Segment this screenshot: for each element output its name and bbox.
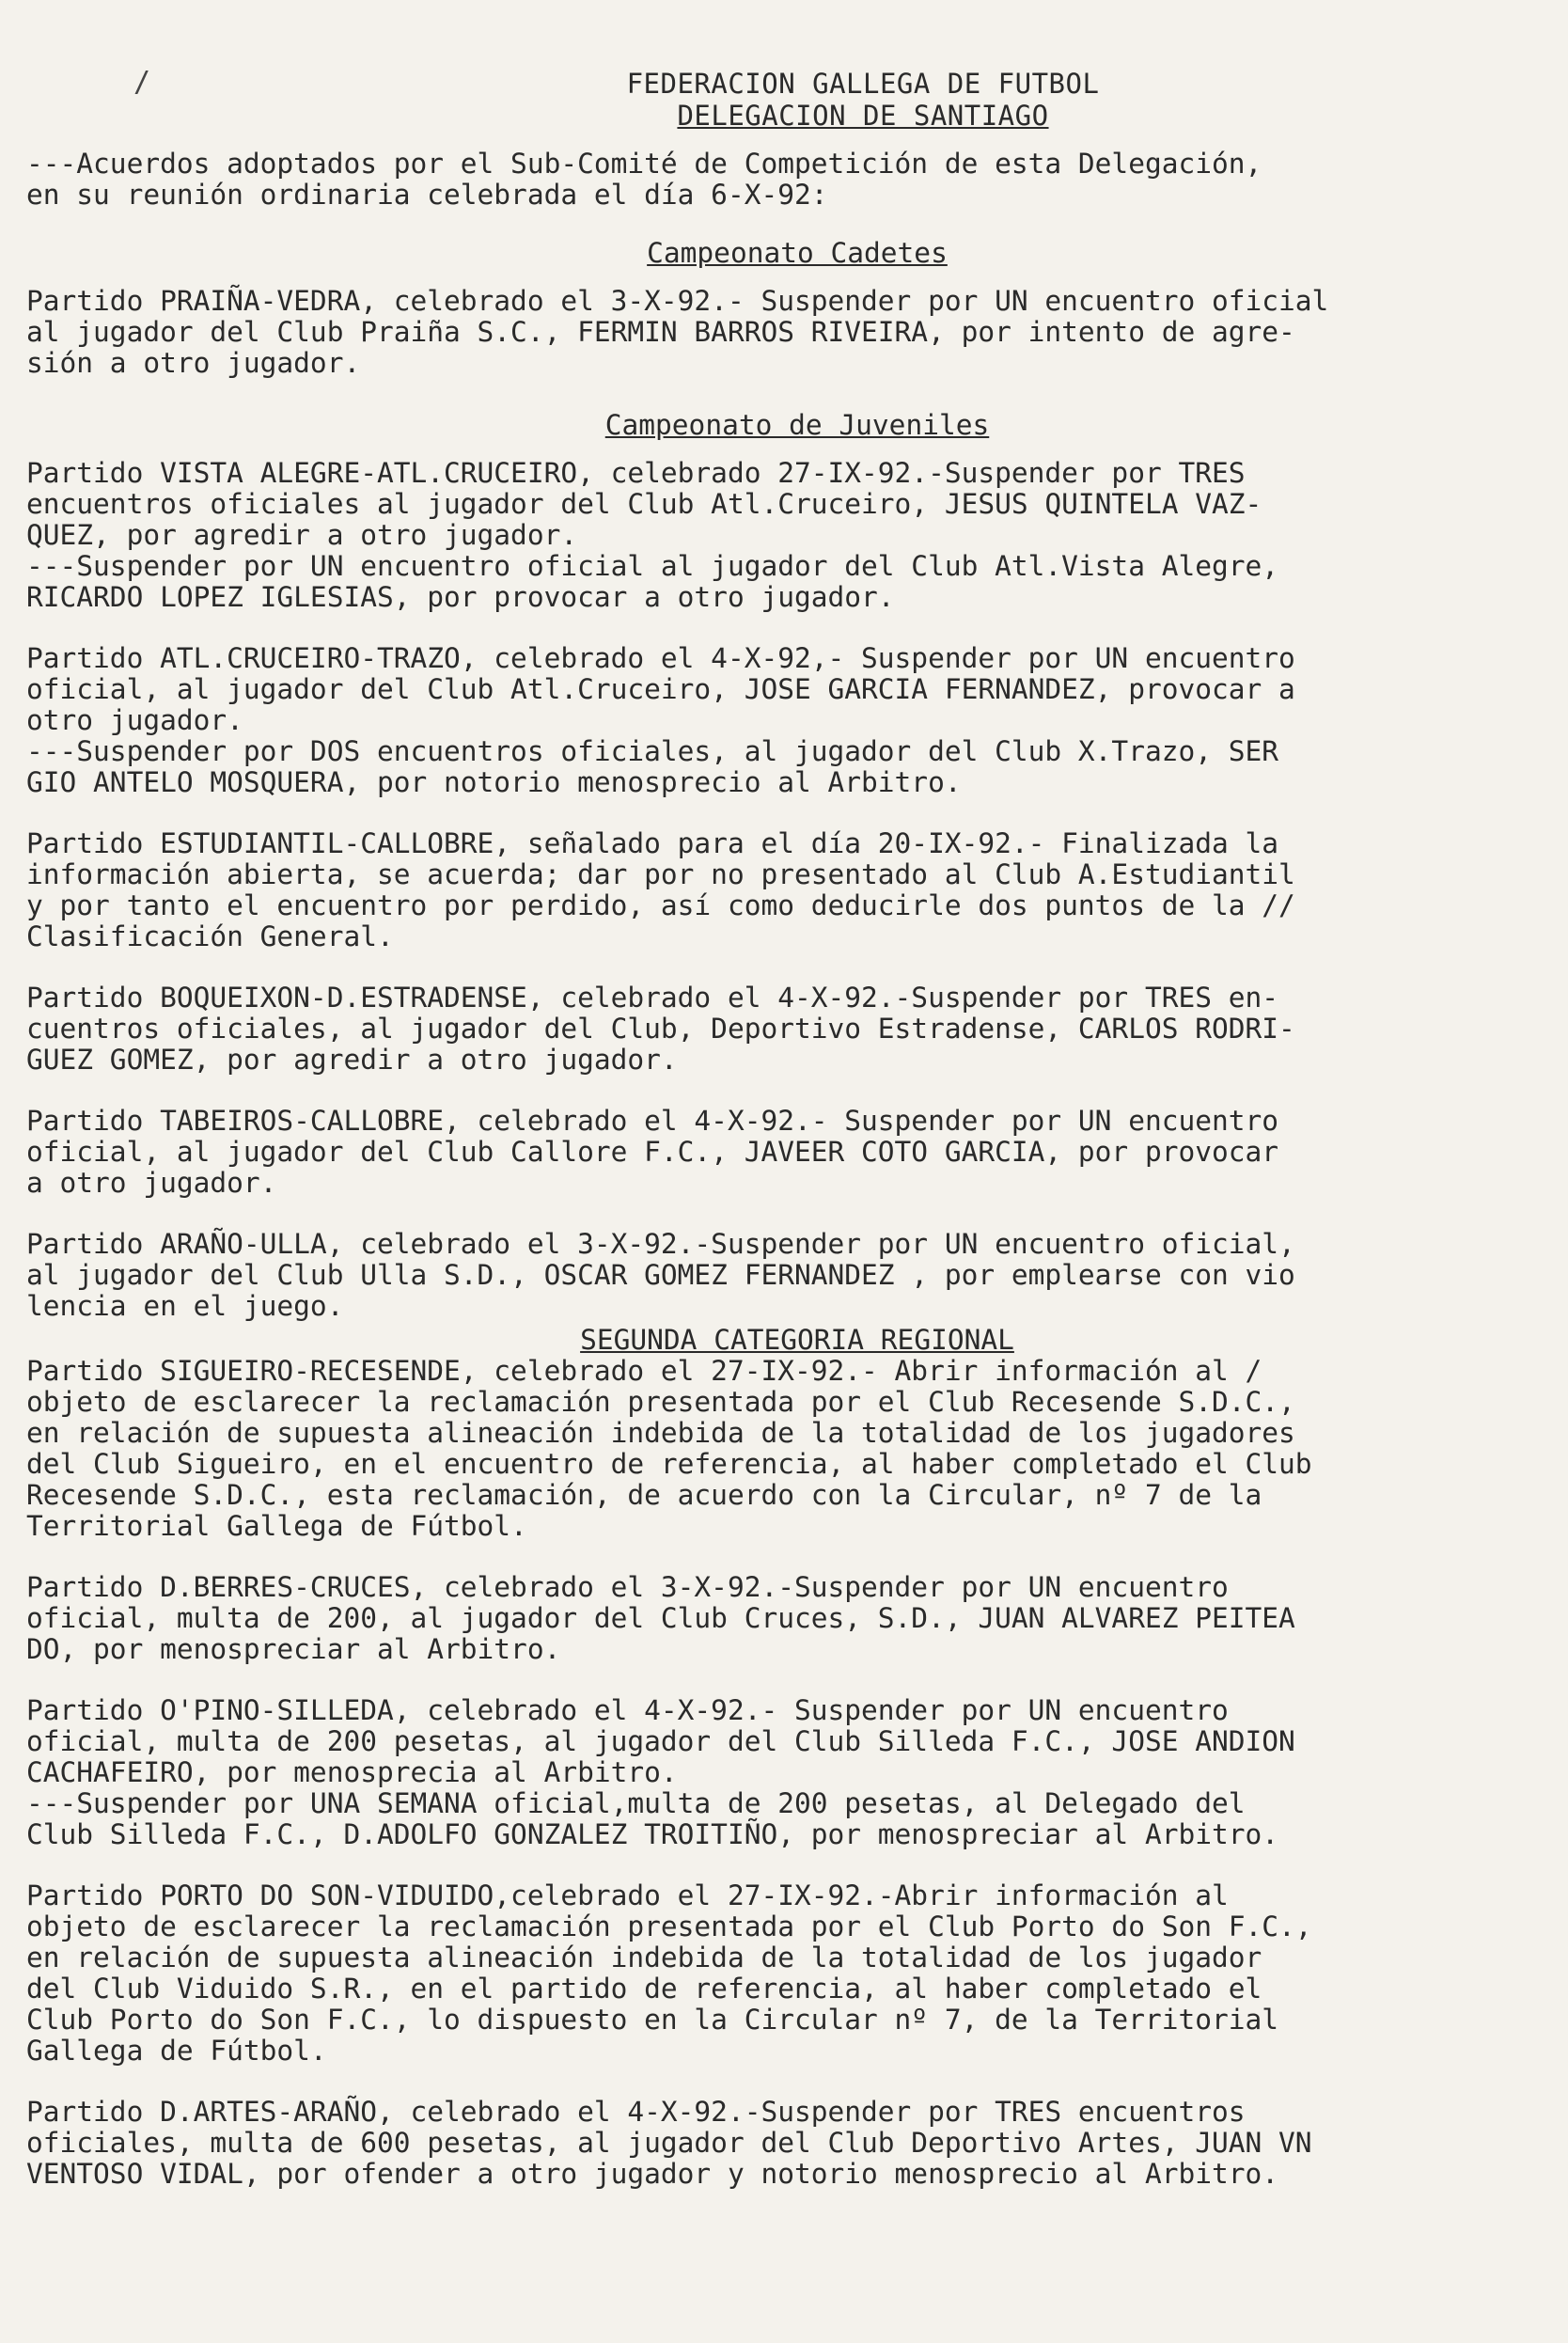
margin-mark: /	[133, 66, 151, 99]
document-subtitle: DELEGACION DE SANTIAGO	[677, 100, 1049, 132]
ruling-paragraph: Partido D.ARTES-ARAÑO, celebrado el 4-X-92.-Suspender por TRES encuentros oficiales, multa de 600 pesetas, al jugador del Club Deportivo Artes, JUAN VN VENTOSO VIDAL, por ofender a otro jugador y notorio menosprecio al Arbitro.	[26, 2096, 1312, 2190]
ruling-paragraph: Partido ARAÑO-ULLA, celebrado el 3-X-92.-Suspender por UN encuentro oficial, al jugador del Club Ulla S.D., OSCAR GOMEZ FERNANDEZ , por emplearse con vio lencia en el juego.	[26, 1228, 1295, 1322]
ruling-paragraph: Partido D.BERRES-CRUCES, celebrado el 3-X-92.-Suspender por UN encuentro oficial, multa de 200, al jugador del Club Cruces, S.D., JUAN ALVAREZ PEITEA DO, por menospreciar al Arbitro.	[26, 1571, 1295, 1665]
ruling-paragraph: Partido VISTA ALEGRE-ATL.CRUCEIRO, celebrado 27-IX-92.-Suspender por TRES encuentros oficiales al jugador del Club Atl.Cruceiro, JESUS QUINTELA VAZ- QUEZ, por agredir a otro jugador. ---Suspender por UN encuentro oficial al jugador del Club Atl.Vista Alegre, RICARDO LOPEZ IGLESIAS, por provocar a otro jugador.	[26, 457, 1279, 613]
ruling-paragraph: Partido BOQUEIXON-D.ESTRADENSE, celebrado el 4-X-92.-Suspender por TRES en- cuentros oficiales, al jugador del Club, Deportivo Estradense, CARLOS RODRI- GUEZ GOMEZ, por agredir a otro jugador.	[26, 982, 1295, 1076]
section-title-cadetes: Campeonato Cadetes	[647, 237, 948, 269]
ruling-paragraph: Partido TABEIROS-CALLOBRE, celebrado el 4-X-92.- Suspender por UN encuentro oficial, al jugador del Club Callore F.C., JAVEER COTO GARCIA, por provocar a otro jugador.	[26, 1105, 1279, 1199]
intro-paragraph: ---Acuerdos adoptados por el Sub-Comité de Competición de esta Delegación, en su reunión ordinaria celebrada el día 6-X-92:	[26, 148, 1262, 211]
ruling-paragraph: Partido ESTUDIANTIL-CALLOBRE, señalado para el día 20-IX-92.- Finalizada la información abierta, se acuerda; dar por no presentado al Club A.Estudiantil y por tanto el encuentro por perdido, así como deducirle dos puntos de la // Clasificación General.	[26, 827, 1295, 952]
ruling-paragraph: Partido O'PINO-SILLEDA, celebrado el 4-X-92.- Suspender por UN encuentro oficial, multa de 200 pesetas, al jugador del Club Silleda F.C., JOSE ANDION CACHAFEIRO, por menosprecia al Arbitro. ---Suspender por UNA SEMANA oficial,multa de 200 pesetas, al Delegado del Club Silleda F.C., D.ADOLFO GONZALEZ TROITIÑO, por menospreciar al Arbitro.	[26, 1694, 1295, 1850]
document-title: FEDERACION GALLEGA DE FUTBOL	[626, 68, 1100, 100]
ruling-paragraph: Partido ATL.CRUCEIRO-TRAZO, celebrado el 4-X-92,- Suspender por UN encuentro oficial, al jugador del Club Atl.Cruceiro, JOSE GARCIA FERNANDEZ, provocar a otro jugador. ---Suspender por DOS encuentros oficiales, al jugador del Club X.Trazo, SER GIO ANTELO MOSQUERA, por notorio menosprecio al Arbitro.	[26, 642, 1295, 798]
ruling-paragraph: Partido PORTO DO SON-VIDUIDO,celebrado el 27-IX-92.-Abrir información al objeto de esclarecer la reclamación presentada por el Club Porto do Son F.C., en relación de supuesta alineación indebida de la totalidad de los jugador del Club Viduido S.R., en el partido de referencia, al haber completado el Club Porto do Son F.C., lo dispuesto en la Circular nº 7, de la Territorial Gallega de Fútbol.	[26, 1879, 1312, 2067]
section-title-segunda-regional: SEGUNDA CATEGORIA REGIONAL	[580, 1324, 1014, 1356]
ruling-paragraph: Partido SIGUEIRO-RECESENDE, celebrado el 27-IX-92.- Abrir información al / objeto de esclarecer la reclamación presentada por el Club Recesende S.D.C., en relación de supuesta alineación indebida de la totalidad de los jugadores del Club Sigueiro, en el encuentro de referencia, al haber completado el Club Recesende S.D.C., esta reclamación, de acuerdo con la Circular, nº 7 de la Territorial Gallega de Fútbol.	[26, 1355, 1312, 1542]
ruling-paragraph: Partido PRAIÑA-VEDRA, celebrado el 3-X-92.- Suspender por UN encuentro oficial al jugador del Club Praiña S.C., FERMIN BARROS RIVEIRA, por intento de agre- sión a otro jugador.	[26, 285, 1329, 379]
section-title-juveniles: Campeonato de Juveniles	[604, 409, 990, 441]
